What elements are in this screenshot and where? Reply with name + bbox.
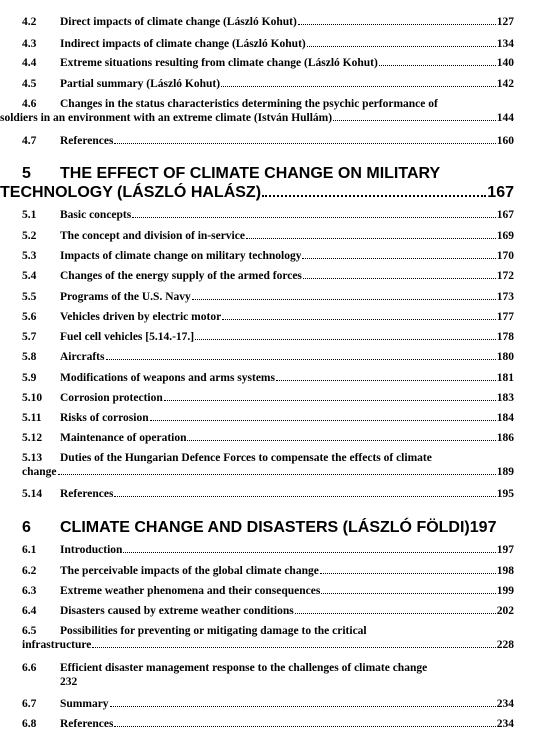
entry-title: Fuel cell vehicles [5.14.-17.] (60, 331, 195, 343)
dot-leader (307, 46, 496, 47)
toc-entry[interactable] (22, 543, 514, 557)
toc-entry[interactable] (22, 564, 514, 578)
entry-number: 5.3 (22, 250, 37, 262)
entry-number: 6.8 (22, 718, 37, 730)
entry-number: 4.3 (22, 38, 37, 50)
entry-page: 184 (496, 412, 514, 424)
chapter-title: CLIMATE CHANGE AND DISASTERS (LÁSZLÓ FÖLDI) (60, 519, 470, 536)
entry-page: 202 (496, 605, 514, 617)
chapter-title-line2: TECHNOLOGY (LÁSZLÓ HALÁSZ) (0, 184, 262, 201)
dot-leader (58, 474, 496, 475)
entry-page: 134 (496, 38, 514, 50)
dot-leader (110, 706, 496, 707)
entry-title: Risks of corrosion (60, 412, 149, 424)
dot-leader (298, 24, 496, 25)
entry-page: 177 (496, 311, 514, 323)
toc-entry[interactable] (22, 37, 514, 51)
toc-entry[interactable] (22, 624, 514, 652)
entry-title: Extreme situations resulting from climate change (László Kohut) (60, 57, 378, 69)
dot-leader (114, 496, 495, 497)
entry-number: 6.3 (22, 585, 37, 597)
entry-title-line2: soldiers in an environment with an extreme climate (István Hullám) (0, 112, 333, 124)
chapter-page: 167 (487, 184, 514, 201)
entry-title: Direct impacts of climate change (László Kohut) (60, 16, 297, 28)
dot-leader (106, 359, 496, 360)
entry-title-line1: Possibilities for preventing or mitigating damage to the critical (60, 625, 367, 637)
entry-title: Summary (60, 698, 109, 710)
entry-title: The perceivable impacts of the global climate change (60, 565, 319, 577)
dot-leader (187, 440, 495, 441)
toc-entry[interactable] (22, 56, 514, 70)
entry-number: 4.2 (22, 16, 37, 28)
entry-number: 5.5 (22, 291, 37, 303)
entry-page: 183 (496, 392, 514, 404)
entry-title-line1: Efficient disaster management response to the challenges of climate change (60, 662, 428, 674)
entry-number: 6.2 (22, 565, 37, 577)
entry-title: Introduction (60, 544, 123, 556)
chapter-heading[interactable] (22, 518, 514, 537)
toc-entry[interactable] (22, 697, 514, 711)
entry-page: 169 (496, 230, 514, 242)
entry-page: 144 (496, 112, 514, 124)
entry-number: 5.13 (22, 452, 43, 464)
dot-leader (164, 400, 496, 401)
entry-title: Partial summary (László Kohut) (60, 78, 221, 90)
entry-title: The concept and division of in-service (60, 230, 245, 242)
entry-number: 5.6 (22, 311, 37, 323)
chapter-number: 5 (22, 165, 31, 182)
toc-entry[interactable] (22, 411, 514, 425)
entry-title: Programs of the U.S. Navy (60, 291, 191, 303)
entry-title-line2: change (22, 466, 57, 478)
entry-number: 5.4 (22, 270, 37, 282)
toc-entry[interactable] (22, 350, 514, 364)
entry-number: 5.10 (22, 392, 43, 404)
entry-title: Indirect impacts of climate change (László Kohut) (60, 38, 306, 50)
entry-title: Maintenance of operation (60, 432, 187, 444)
dot-leader (114, 143, 495, 144)
entry-title-line2: infrastructure (22, 639, 92, 651)
entry-title: Disasters caused by extreme weather conditions (60, 605, 294, 617)
entry-page: 173 (496, 291, 514, 303)
entry-page: 167 (496, 209, 514, 221)
entry-page: 228 (496, 639, 514, 651)
dot-leader (246, 238, 496, 239)
toc-entry[interactable] (22, 77, 514, 91)
chapter-title-line1: THE EFFECT OF CLIMATE CHANGE ON MILITARY (60, 165, 441, 182)
entry-page: 170 (496, 250, 514, 262)
toc-entry[interactable] (22, 604, 514, 618)
entry-number: 4.7 (22, 135, 37, 147)
entry-title: References (60, 718, 114, 730)
toc-entry[interactable] (22, 15, 514, 29)
entry-page: 178 (496, 331, 514, 343)
entry-title-line1: Duties of the Hungarian Defence Forces to compensate the effects of climate (60, 452, 432, 464)
toc-entry[interactable] (22, 661, 514, 689)
entry-number: 5.1 (22, 209, 37, 221)
dot-leader (114, 726, 495, 727)
entry-title: Extreme weather phenomena and their consequences (60, 585, 321, 597)
entry-number: 5.9 (22, 372, 37, 384)
toc-entry[interactable] (22, 391, 514, 405)
entry-page: 195 (496, 488, 514, 500)
toc-entry[interactable] (22, 208, 514, 222)
entry-title: Changes of the energy supply of the armed forces (60, 270, 302, 282)
entry-page: 232 (60, 676, 78, 688)
entry-page: 160 (496, 135, 514, 147)
dot-leader (132, 217, 496, 218)
entry-number: 5.14 (22, 488, 43, 500)
entry-title: Aircrafts (60, 351, 105, 363)
toc-entry[interactable] (22, 229, 514, 243)
entry-title-line1: Changes in the status characteristics determining the psychic performance of (60, 98, 438, 110)
toc-entry[interactable] (22, 584, 514, 598)
chapter-heading[interactable] (0, 164, 514, 202)
entry-number: 5.2 (22, 230, 37, 242)
toc-entry[interactable] (22, 371, 514, 385)
dot-leader (221, 86, 496, 87)
toc-entry[interactable] (22, 249, 514, 263)
entry-number: 5.11 (22, 412, 42, 424)
entry-page: 199 (496, 585, 514, 597)
chapter-page: 197 (469, 519, 497, 536)
entry-page: 186 (496, 432, 514, 444)
toc-entry[interactable] (0, 97, 514, 125)
dot-leader (276, 380, 496, 381)
dot-leader (222, 319, 496, 320)
entry-title: References (60, 135, 114, 147)
dot-leader (123, 552, 495, 553)
toc-entry[interactable] (22, 269, 514, 283)
dot-leader (92, 647, 495, 648)
entry-page: 181 (496, 372, 514, 384)
entry-page: 172 (496, 270, 514, 282)
entry-page: 140 (496, 57, 514, 69)
toc-entry[interactable] (22, 487, 514, 501)
entry-title: Basic concepts (60, 209, 132, 221)
entry-title: Impacts of climate change on military technology (60, 250, 302, 262)
toc-entry[interactable] (22, 330, 514, 344)
toc-entry[interactable] (22, 290, 514, 304)
entry-number: 4.6 (22, 98, 37, 110)
dot-leader (150, 420, 496, 421)
dot-leader (321, 593, 495, 594)
dot-leader (262, 195, 486, 197)
entry-title: Vehicles driven by electric motor (60, 311, 222, 323)
entry-number: 5.12 (22, 432, 43, 444)
entry-number: 5.7 (22, 331, 37, 343)
dot-leader (192, 299, 496, 300)
entry-page: 197 (496, 544, 514, 556)
entry-number: 5.8 (22, 351, 37, 363)
dot-leader (302, 258, 495, 259)
entry-page: 189 (496, 466, 514, 478)
entry-title: Modifications of weapons and arms systems (60, 372, 275, 384)
entry-page: 234 (496, 718, 514, 730)
toc-entry[interactable] (22, 451, 514, 479)
entry-number: 4.4 (22, 57, 37, 69)
toc-entry[interactable] (22, 717, 514, 731)
entry-page: 142 (496, 78, 514, 90)
entry-page: 234 (496, 698, 514, 710)
toc-entry[interactable] (22, 431, 514, 445)
entry-number: 4.5 (22, 78, 37, 90)
dot-leader (195, 339, 496, 340)
entry-number: 6.7 (22, 698, 37, 710)
dot-leader (303, 278, 496, 279)
entry-number: 6.6 (22, 662, 37, 674)
entry-number: 6.1 (22, 544, 37, 556)
entry-page: 127 (496, 16, 514, 28)
entry-number: 6.4 (22, 605, 37, 617)
toc-entry[interactable] (22, 134, 514, 148)
chapter-number: 6 (22, 519, 31, 536)
dot-leader (379, 65, 496, 66)
entry-title: Corrosion protection (60, 392, 163, 404)
dot-leader (295, 613, 496, 614)
entry-title: References (60, 488, 114, 500)
entry-page: 180 (496, 351, 514, 363)
dot-leader (320, 573, 496, 574)
entry-number: 6.5 (22, 625, 37, 637)
toc-entry[interactable] (22, 310, 514, 324)
dot-leader (333, 120, 496, 121)
entry-page: 198 (496, 565, 514, 577)
